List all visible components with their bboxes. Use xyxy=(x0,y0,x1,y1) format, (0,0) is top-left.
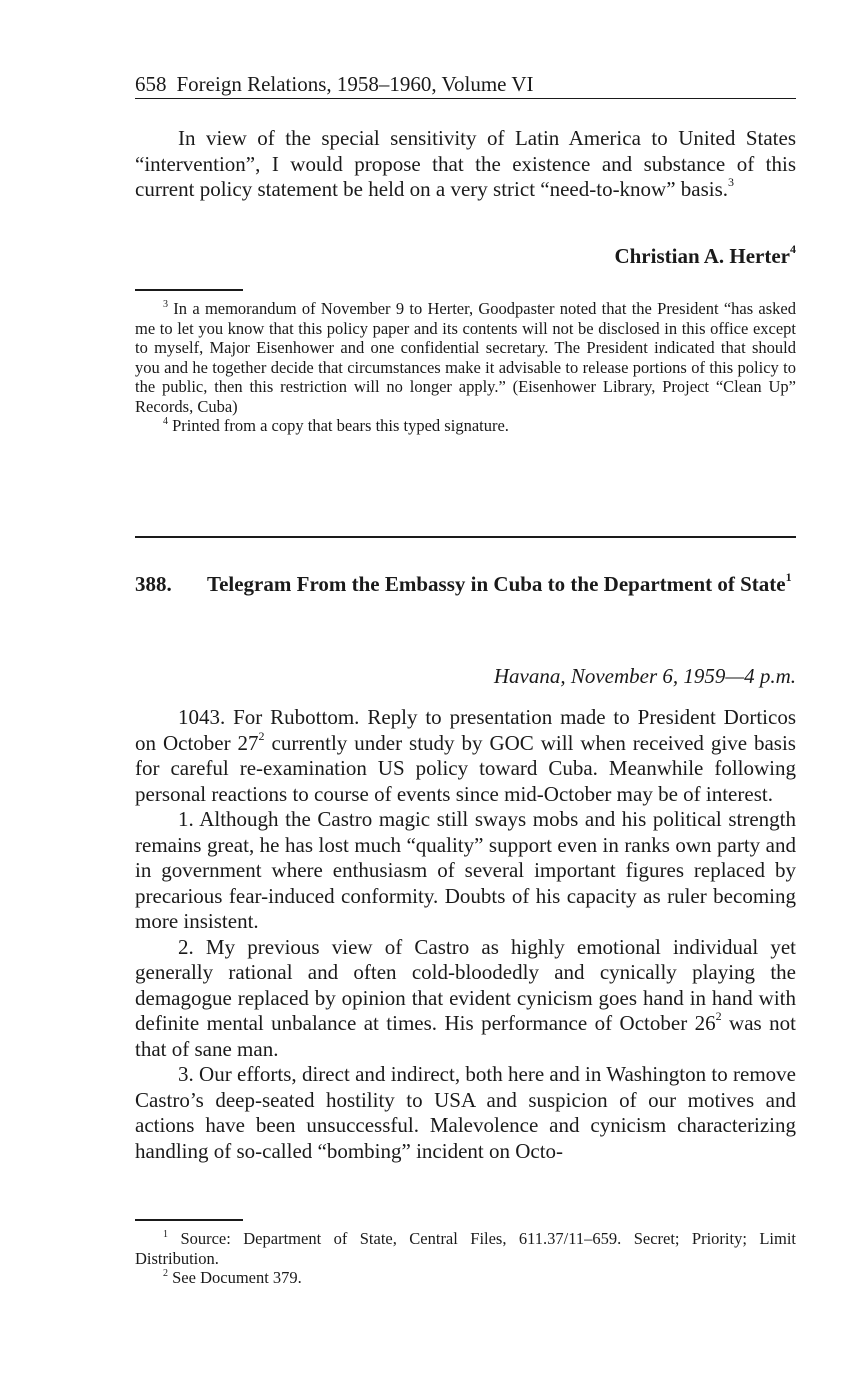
body-text: currently under study by GOC will when received give basis for careful re-examination US policy toward Cuba. Meanwhile following personal reactions to course of events since mid-October may be of interest. xyxy=(135,730,796,806)
body-paragraph-2: 1. Although the Castro magic still sways mobs and his political strength remains great, he has lost much “quality” support even in ranks own party and in government where enthusiasm of several important figures replaced by precarious fear-induced conformity. Doubts of his capacity as ruler becoming more insistent. xyxy=(135,807,796,933)
body-paragraph-1 xyxy=(135,705,796,807)
footnote-ref-3[interactable]: 3 xyxy=(728,175,735,189)
footnote-ref-2[interactable]: 2 xyxy=(715,1009,722,1023)
document-number: 388. xyxy=(135,572,172,596)
footnote-4 xyxy=(135,416,796,436)
bottom-footnotes xyxy=(135,1229,796,1288)
footnote-marker: 4 xyxy=(163,415,168,427)
body-paragraph-4: 3. Our efforts, direct and indirect, both here and in Washington to remove Castro’s deep-seated hostility to USA and suspicion of our motives and actions have been unsuccessful. Malevolence and cynicism characterizing handling of so-called “bombing” incident on Octo- xyxy=(135,1062,796,1163)
footnote-text: Printed from a copy that bears this typed signature. xyxy=(172,416,509,435)
closing-paragraph-text: In view of the special sensitivity of Latin America to United States “intervention”, I would propose that the existence and substance of this current policy statement be held on a very strict “need-to-know” basis. xyxy=(135,126,796,201)
closing-paragraph xyxy=(135,126,796,203)
body-text: was not that of sane man. xyxy=(135,1011,796,1061)
telegram-body xyxy=(135,705,796,1164)
running-header xyxy=(135,70,796,99)
footnote-ref-1[interactable]: 1 xyxy=(785,570,792,584)
section-divider xyxy=(135,536,796,538)
footnote-2 xyxy=(135,1268,796,1288)
volume-title: Foreign Relations, 1958–1960, Volume VI xyxy=(176,72,534,96)
footnote-3 xyxy=(135,299,796,416)
body-text: 2. My previous view of Castro as highly emotional individual yet generally rational and often cold-bloodedly and cynically playing the demagogue replaced by opinion that evident cynicism goes hand in hand with definite mental unbalance at times. His performance of October 26 xyxy=(135,934,796,1035)
footnote-marker: 1 xyxy=(163,1228,168,1240)
footnote-text: In a memorandum of November 9 to Herter, Goodpaster noted that the President “has asked me to let you know that this policy paper and its contents will not be disclosed in this office except to myself, Major Eisenhower and one confidential secretary. The President indicated that should you and he together decide that circumstances make it advisable to release portions of this policy to the public, then this restriction will no longer apply.” (Eisenhower Library, Project “Clean Up” Records, Cuba) xyxy=(135,299,797,416)
footnote-marker: 2 xyxy=(163,1267,168,1279)
footnote-divider-top xyxy=(135,289,243,291)
page-number: 658 xyxy=(135,72,167,96)
signature-name: Christian A. Herter xyxy=(614,244,790,268)
footnote-text: See Document 379. xyxy=(172,1268,302,1287)
footnote-1 xyxy=(135,1229,796,1268)
dateline: Havana, November 6, 1959—4 p.m. xyxy=(493,664,796,688)
document-title xyxy=(207,571,796,597)
document-page xyxy=(135,0,796,1379)
footnote-ref-4[interactable]: 4 xyxy=(790,242,796,256)
document-title-text: Telegram From the Embassy in Cuba to the Department of State xyxy=(207,572,786,596)
top-footnotes xyxy=(135,299,796,436)
body-paragraph-3 xyxy=(135,935,796,1063)
signature xyxy=(614,242,796,270)
body-text: 1043. For Rubottom. Reply to presentation made to President Dorticos on October 27 xyxy=(135,705,796,755)
footnote-divider-bottom xyxy=(135,1219,243,1221)
footnote-marker: 3 xyxy=(163,298,168,310)
footnote-ref-2[interactable]: 2 xyxy=(258,728,265,743)
footnote-text: Source: Department of State, Central Files, 611.37/11–659. Secret; Priority; Limit Distribution. xyxy=(135,1229,797,1268)
